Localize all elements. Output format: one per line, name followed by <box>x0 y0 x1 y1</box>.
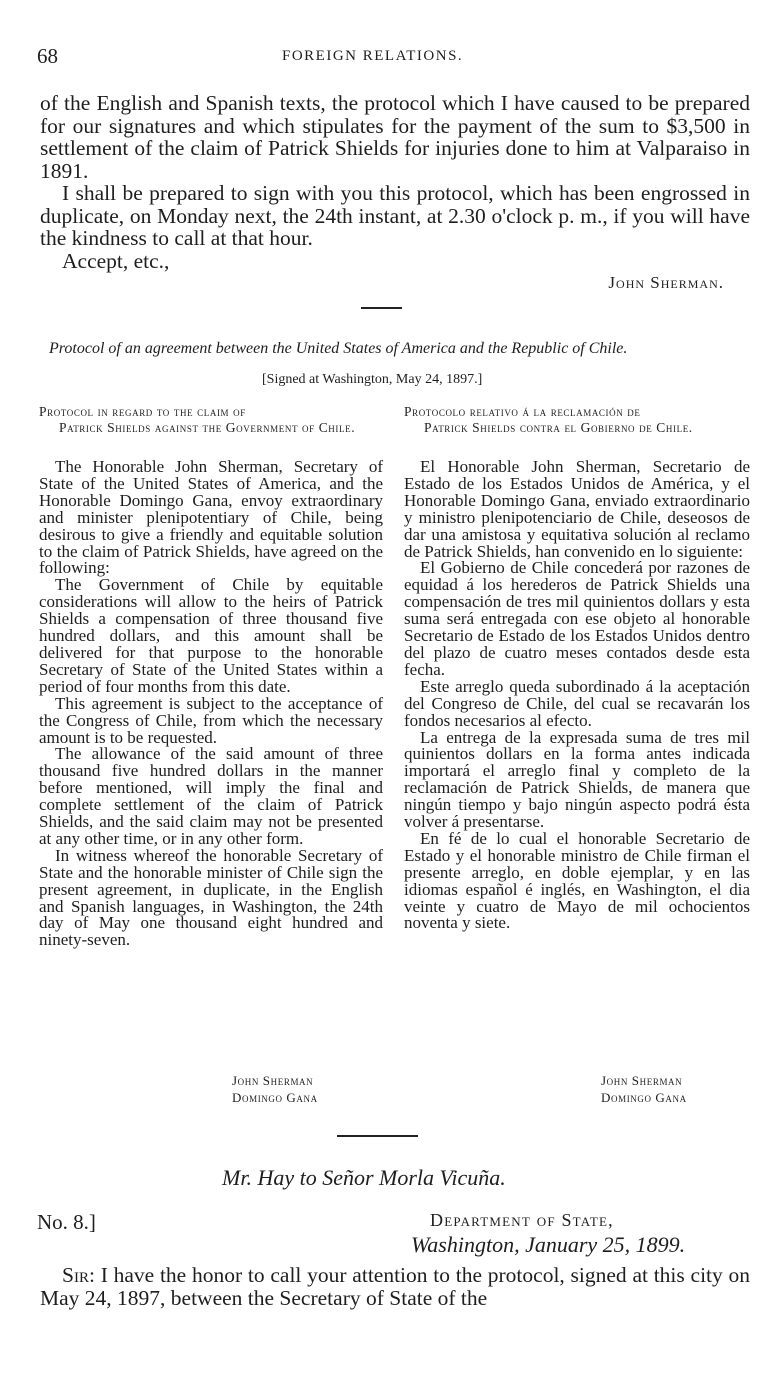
english-column <box>39 404 383 949</box>
letter-body <box>40 92 750 272</box>
running-title: FOREIGN RELATIONS. <box>282 48 464 64</box>
english-signers <box>232 1072 318 1106</box>
spanish-paragraph-4: La entrega de la expresada suma de tres mil quinientos dollars en la forma antes indicada importará el arreglo final y completo de la reclamación de Patrick Shields, de manera que ningún tiempo y bajo ningún aspecto podrá ésta volver á presentarse. <box>404 727 750 832</box>
letter-paragraph-1: of the English and Spanish texts, the protocol which I have caused to be prepared for our signatures and which stipulates for the payment of the sum to $3,500 in settlement of the claim of Patrick Shields for injuries done to him at Valparaiso in 1891. <box>40 91 750 183</box>
letter-number: No. 8.] <box>37 1210 96 1234</box>
letter-title: Mr. Hay to Señor Morla Vicuña. <box>222 1165 506 1190</box>
spanish-paragraph-3: Este arreglo queda subordinado á la aceptación del Congreso de Chile, del cual se recavarán los fondos necesarios al efecto. <box>404 676 750 730</box>
english-heading-line-2: Patrick Shields against the Government of Chile. <box>59 419 356 435</box>
english-paragraph-4: The allowance of the said amount of three thousand five hundred dollars in the manner before mentioned, will imply the final and complete settlement of the claim of Patrick Shields, and the said claim may not be presented at any other time, or in any other form. <box>39 744 383 848</box>
english-paragraph-1: The Honorable John Sherman, Secretary of State of the United States of America, and the Honorable Domingo Gana, envoy extraordinary and minister plenipotentiary of Chile, being desirous to give a friendly and equitable solution to the claim of Patrick Shields, have agreed on the following: <box>39 457 383 578</box>
section-divider-2 <box>337 1135 418 1137</box>
next-letter-body <box>40 1264 750 1309</box>
protocol-title: Protocol of an agreement between the United States of America and the Republic of Chile. <box>49 340 628 357</box>
spanish-column <box>404 404 750 932</box>
spanish-paragraph-2: El Gobierno de Chile concederá por razones de equidad á los herederos de Patrick Shields una compensación de tres mil quinientos dollars y esta suma será entregada con ese objeto al honorable Secretario de Estado de los Estados Unidos dentro del plazo de cuatro meses contados desde esta fecha. <box>404 558 750 679</box>
spanish-signer-sherman: John Sherman <box>601 1073 683 1088</box>
department-line: Department of State, <box>430 1210 614 1230</box>
salutation: Sir: <box>62 1263 95 1287</box>
english-heading-line-1: Protocol in regard to the claim of <box>39 404 246 419</box>
spanish-heading-line-2: Patrick Shields contra el Gobierno de Chile. <box>424 419 693 435</box>
spanish-paragraph-5: En fé de lo cual el honorable Secretario de Estado y el honorable ministro de Chile firman el presente arreglo, en doble ejemplar, y en las idiomas español é inglés, en Washington, el dia veinte y cuatro de Mayo de mil ochocientos noventa y siete. <box>404 828 750 933</box>
next-letter-text: I have the honor to call your attention to the protocol, signed at this city on May 24, 1897, between the Secretary of State of the <box>40 1263 751 1310</box>
english-heading <box>39 404 383 435</box>
english-signer-sherman: John Sherman <box>232 1073 314 1088</box>
english-paragraph-3: This agreement is subject to the acceptance of the Congress of Chile, from which the necessary amount is to be requested. <box>39 693 383 747</box>
letter-closing: Accept, etc., <box>62 248 170 273</box>
spanish-heading-line-1: Protocolo relativo á la reclamación de <box>404 404 641 419</box>
english-paragraph-2: The Government of Chile by equitable considerations will allow to the heirs of Patrick Shields a compensation of three thousand five hundred dollars, and this amount shall be delivered for that purpose to the honorable Secretary of State of the United States within a period of four months from this date. <box>39 575 383 696</box>
signature-john-sherman: John Sherman. <box>608 273 724 292</box>
page-number: 68 <box>37 44 58 68</box>
next-letter-paragraph <box>40 1264 750 1309</box>
section-divider <box>361 307 402 309</box>
protocol-signed-note: [Signed at Washington, May 24, 1897.] <box>262 372 483 387</box>
spanish-paragraph-1: El Honorable John Sherman, Secretario de Estado de los Estados Unidos de América, y el Honorable Domingo Gana, enviado extraordinario y ministro plenipotenciario de Chile, deseosos de dar una amistosa y equitativa solución al reclamo de Patrick Shields, han convenido en lo siguiente: <box>404 457 750 561</box>
english-signer-gana: Domingo Gana <box>232 1090 318 1105</box>
place-date-line: Washington, January 25, 1899. <box>411 1232 686 1257</box>
spanish-signers <box>601 1072 687 1106</box>
spanish-signer-gana: Domingo Gana <box>601 1090 687 1105</box>
letter-paragraph-2: I shall be prepared to sign with you this protocol, which has been engrossed in duplicate, on Monday next, the 24th instant, at 2.30 o'clock p. m., if you will have the kindness to call at that hour. <box>40 181 750 250</box>
english-paragraph-5: In witness whereof the honorable Secretary of State and the honorable minister of Chile sign the present agreement, in duplicate, in the English and Spanish languages, in Washington, the 24th day of May one thousand eight hundred and ninety-seven. <box>39 845 383 950</box>
spanish-heading <box>404 404 750 435</box>
